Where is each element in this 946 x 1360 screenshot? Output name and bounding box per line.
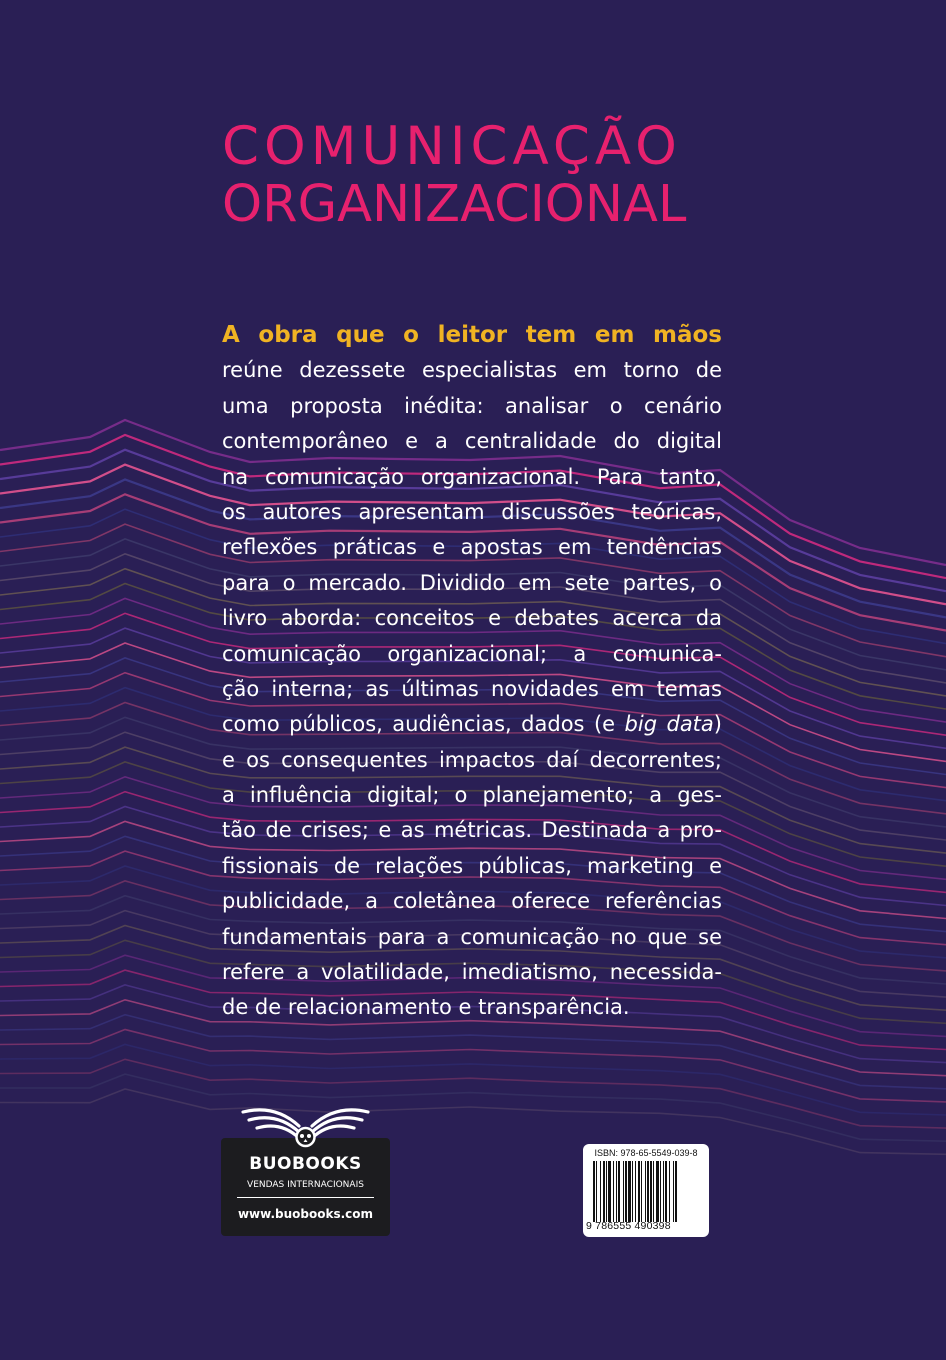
synopsis-line: fundamentais para a comunicação no que se: [222, 924, 722, 949]
barcode-bar: [653, 1161, 654, 1222]
barcode-digits: 9 786555 490398: [586, 1220, 671, 1232]
publisher-website: www.buobooks.com: [237, 1207, 374, 1221]
synopsis-line: comunicação organizacional; a comunica-: [222, 641, 722, 666]
barcode-bar: [660, 1161, 661, 1222]
publisher-tagline: VENDAS INTERNACIONAIS: [247, 1180, 364, 1190]
wave-line: [0, 1089, 946, 1154]
synopsis-line: de de relacionamento e transparência.: [222, 995, 630, 1020]
barcode-bar: [645, 1161, 646, 1222]
barcode-icon: [593, 1161, 701, 1222]
synopsis-line: para o mercado. Dividido em sete partes, o: [222, 570, 722, 595]
barcode-bar: [603, 1161, 605, 1222]
synopsis-italic-term: big data: [624, 712, 714, 737]
synopsis-line: uma proposta inédita: analisar o cenário: [222, 393, 722, 418]
barcode-bar: [656, 1161, 659, 1222]
publisher-divider: [237, 1197, 374, 1198]
isbn-number: ISBN: 978-65-5549-039-8: [594, 1148, 698, 1158]
synopsis-line: reúne dezessete especialistas em torno de: [222, 358, 722, 383]
synopsis-line: livro aborda: conceitos e debates acerca da: [222, 606, 722, 631]
barcode-bar: [632, 1161, 633, 1222]
barcode-bar: [600, 1161, 601, 1222]
barcode-bar: [616, 1161, 617, 1222]
owl-wings-icon: [235, 1106, 376, 1152]
barcode-bar: [665, 1161, 667, 1222]
publisher-logo: [221, 1106, 390, 1236]
barcode-bar: [596, 1161, 597, 1222]
barcode-bar: [606, 1161, 607, 1222]
synopsis-line: os autores apresentam discussões teóricas,: [222, 499, 722, 524]
barcode-bar: [593, 1161, 595, 1222]
book-title-line-2: ORGANIZACIONAL: [222, 175, 687, 234]
synopsis-line: ção interna; as últimas novidades em temas: [222, 676, 722, 701]
barcode-bar: [623, 1161, 624, 1222]
barcode-bar: [673, 1161, 674, 1222]
barcode-bar: [608, 1161, 611, 1222]
barcode-bar: [613, 1161, 614, 1222]
publisher-name: BUOBOOKS: [249, 1154, 362, 1174]
synopsis-line: e os consequentes impactos daí decorrentes;: [222, 747, 722, 772]
synopsis-line-with-italic: [222, 707, 722, 742]
barcode-bar: [641, 1161, 642, 1222]
barcode-bar: [650, 1161, 652, 1222]
synopsis-line: a influência digital; o planejamento; a ges-: [222, 783, 722, 808]
synopsis-line: reflexões práticas e apostas em tendências: [222, 535, 722, 560]
synopsis-line: na comunicação organizacional. Para tanto,: [222, 464, 722, 489]
barcode-bar: [635, 1161, 636, 1222]
barcode-bar: [625, 1161, 627, 1222]
barcode-bar: [638, 1161, 640, 1222]
synopsis-line: publicidade, a coletânea oferece referências: [222, 889, 722, 914]
barcode-bar: [628, 1161, 631, 1222]
synopsis-fragment: como públicos, audiências, dados (e: [222, 712, 625, 737]
barcode-bar: [675, 1161, 677, 1222]
synopsis-line: refere a volatilidade, imediatismo, necessida-: [222, 960, 722, 985]
synopsis-line: fissionais de relações públicas, marketing e: [222, 853, 722, 878]
barcode-bar: [647, 1161, 649, 1222]
barcode-bar: [618, 1161, 620, 1222]
barcode-bar: [663, 1161, 664, 1222]
synopsis-line: tão de crises; e as métricas. Destinada a pro-: [222, 818, 722, 843]
wave-line: [0, 1030, 946, 1102]
synopsis-lead: A obra que o leitor tem em mãos: [222, 322, 722, 348]
synopsis-fragment: ): [713, 712, 722, 737]
synopsis-line: contemporâneo e a centralidade do digital: [222, 429, 722, 454]
book-title-line-1: COMUNICAÇÃO: [222, 116, 682, 177]
synopsis-text: [222, 318, 722, 1026]
isbn-barcode-label: [583, 1144, 709, 1237]
wave-line: [0, 1044, 946, 1115]
barcode-bar: [669, 1161, 670, 1222]
